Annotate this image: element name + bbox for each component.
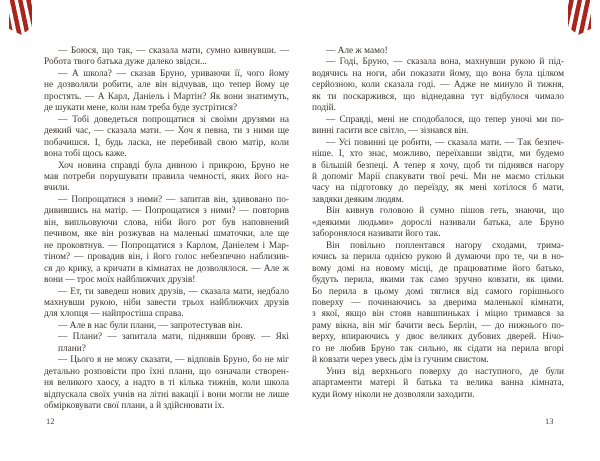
text-line: Він повільно поплентався нагору сходами, трима- (326, 240, 564, 251)
paragraph (44, 287, 289, 321)
text-line: обмірковувати свої плани, а й здійснювати їх. (44, 401, 225, 412)
paragraph (44, 161, 289, 195)
page-left-text (44, 46, 289, 413)
text-line: го не любив Бруно так сильно, як сідати на перила вгорі (312, 343, 564, 354)
paragraph (312, 46, 564, 57)
text-line: — Але ж мамо! (326, 46, 388, 56)
text-line: Він кивнув головою й сумно пішов геть, знаючи, що (326, 206, 564, 217)
text-line: ня великого хаосу, а надто в ті кілька тижнів, коли школа (44, 378, 289, 389)
paragraph (44, 46, 289, 69)
text-line: тіном? — провадив він, і його голос небезпечно наблизив- (44, 252, 289, 263)
text-line: водячись на ноги, аби показати йому, що вона була цілком (312, 68, 564, 79)
text-line: — Годі, Бруно, — сказала вона, махнувши рукою й під- (326, 57, 564, 68)
page-right-text (312, 46, 564, 401)
page-number-left: 12 (46, 416, 55, 426)
text-line: — Тобі доведеться попрощатися зі своїми друзями на (58, 114, 289, 125)
text-line: для хлопця — найпростіша справа. (44, 309, 184, 320)
paragraph (312, 115, 564, 138)
text-line: — Справді, мені не сподобалося, що тепер уночі ми по- (326, 114, 564, 125)
paragraph (312, 57, 564, 114)
text-line: не проковтнув. — Попрощатися з Карлом, Даніелем і Мар- (44, 240, 289, 251)
text-line: махнувши рукою, ніби завести трьох найближчих друзів (44, 297, 289, 308)
text-line: не дозволяли робити, але він відчував, що тепер йому це (44, 80, 289, 91)
text-line: як ти поскаржився, що віднедавна тут відбулося чимало (312, 91, 564, 102)
text-line: вому домі на новому місці, де працюватиме його батько, (312, 263, 564, 274)
text-line: печивом, яке він розжував на маленькі шматочки, але ще (44, 229, 289, 240)
text-line: заборонялося називати його так. (312, 229, 441, 240)
text-line: Бо перила в цьому домі тяглися від самого горішнього (312, 286, 564, 297)
text-line: винні гасити все світло, — зізнався він. (312, 126, 469, 137)
paragraph (44, 332, 289, 355)
text-line: — Але в нас були плани, — запротестував він. (58, 320, 243, 331)
text-line: Хоч новина справді була дивною і прикрою, Бруно не (58, 160, 289, 171)
paragraph (44, 69, 289, 115)
text-line: побачишся. І, будь ласка, не перебивай свою матір, коли (44, 137, 289, 148)
text-line: верху, впираючись у двоє великих дубових дверей. Нічо- (312, 332, 564, 343)
text-line: Униз від верхнього поверху до наступного, де були (326, 366, 564, 377)
text-line: дивившись на матір. — Попрощатися з ними? — повторив (44, 206, 289, 217)
text-line: в більшій безпеці. А тепер я хочу, щоб ти піднявся нагору (312, 160, 564, 171)
corner-ornament-right-icon (568, 0, 591, 35)
paragraph (312, 206, 564, 240)
paragraph (312, 367, 564, 401)
text-line: ючись за перила однією рукою й думаючи про те, чи в но- (312, 252, 564, 263)
text-line: з якої, якщо він стояв навшпиньках і міцно тримався за (312, 309, 564, 320)
text-line: ніше. І, хто знає, можливо, переїхавши звідти, ми будемо (312, 149, 564, 160)
text-line: будуть перила, якими так само зручно ковзати, як цими. (312, 275, 564, 286)
paragraph (312, 241, 564, 367)
text-line: де шукати мене, коли нам треба буде зустрітися? (44, 103, 238, 114)
paragraph (44, 355, 289, 412)
text-line: мав потреби порушувати правила чемності, яких його на- (44, 171, 289, 182)
text-line: завдяки деяким людям. (312, 194, 404, 205)
text-line: — Цього я не можу сказати, — відповів Бруно, бо не міг (58, 355, 289, 366)
paragraph (44, 321, 289, 332)
corner-ornament-left-icon (9, 0, 32, 35)
text-line: — Плани? — запитала мати, піднявши брову. — Які плани? (58, 332, 289, 354)
text-line: — Попрощатися з ними? — запитав він, здивовано по- (58, 194, 289, 205)
paragraph (44, 115, 289, 161)
text-line: — Усі повинні це робити, — сказала мати. — Так безпеч- (326, 137, 564, 148)
text-line: серйозною, коли сказала годі. — Адже не минуло й тижня, (312, 80, 564, 91)
text-line: Робота твого батька дуже далеко звідси... (44, 57, 207, 68)
text-line: — А школа? — сказав Бруно, уриваючи її, чого йому (58, 68, 289, 79)
text-line: вчили. (44, 183, 70, 194)
text-line: «деякими людьми» дорослі називали батька, але Бруно (312, 217, 564, 228)
page-number-right: 13 (545, 416, 554, 426)
text-line: ся до крику, а кричати в кімнатах не дозволялося. — Але ж (44, 263, 289, 274)
text-line: апартаменти матері й батька та велика ванна кімната, (312, 378, 564, 389)
text-line: вона тобі щось каже. (44, 149, 127, 160)
text-line: вони — троє моїх найближчих друзів! (44, 275, 196, 286)
text-line: — Ет, ти заведеш нових друзів, — сказала мати, недбало (58, 286, 289, 297)
text-line: подій. (312, 103, 336, 114)
text-line: деякий час, — сказала мати. — Хоч я певна, ти з ними ще (44, 126, 289, 137)
text-line: детально розповісти про їхні плани, що означали створен- (44, 366, 289, 377)
page-left (44, 46, 289, 413)
paragraph (312, 138, 564, 207)
text-line: він, випльовуючи слова, ніби його рот був наповнений (44, 217, 289, 228)
text-line: поверху — починаючись за дверима маленької кімнати, (312, 297, 564, 308)
text-line: відпускала своїх учнів на літні вакації і вони могли не лише (44, 389, 289, 400)
text-line: раму вікна, він міг бачити весь Берлін, — до нижнього по- (312, 320, 564, 331)
text-line: — Боюся, що так, — сказала мати, сумно кивнувши. — (58, 46, 289, 56)
text-line: й ковзати через увесь дім із гучним свистом. (312, 355, 489, 366)
text-line: куди йому ніколи не дозволяли заходити. (312, 389, 475, 400)
page-right (312, 46, 564, 401)
paragraph (44, 195, 289, 287)
text-line: й допоміг Марії спакувати твої речі. Ми не маємо стільки (312, 171, 564, 182)
text-line: часу на підготовку до переїзду, як мені хотілося б мати, (312, 183, 564, 194)
text-line: простять. — А Карл, Даніель і Мартін? Як вони знатимуть, (44, 91, 289, 102)
